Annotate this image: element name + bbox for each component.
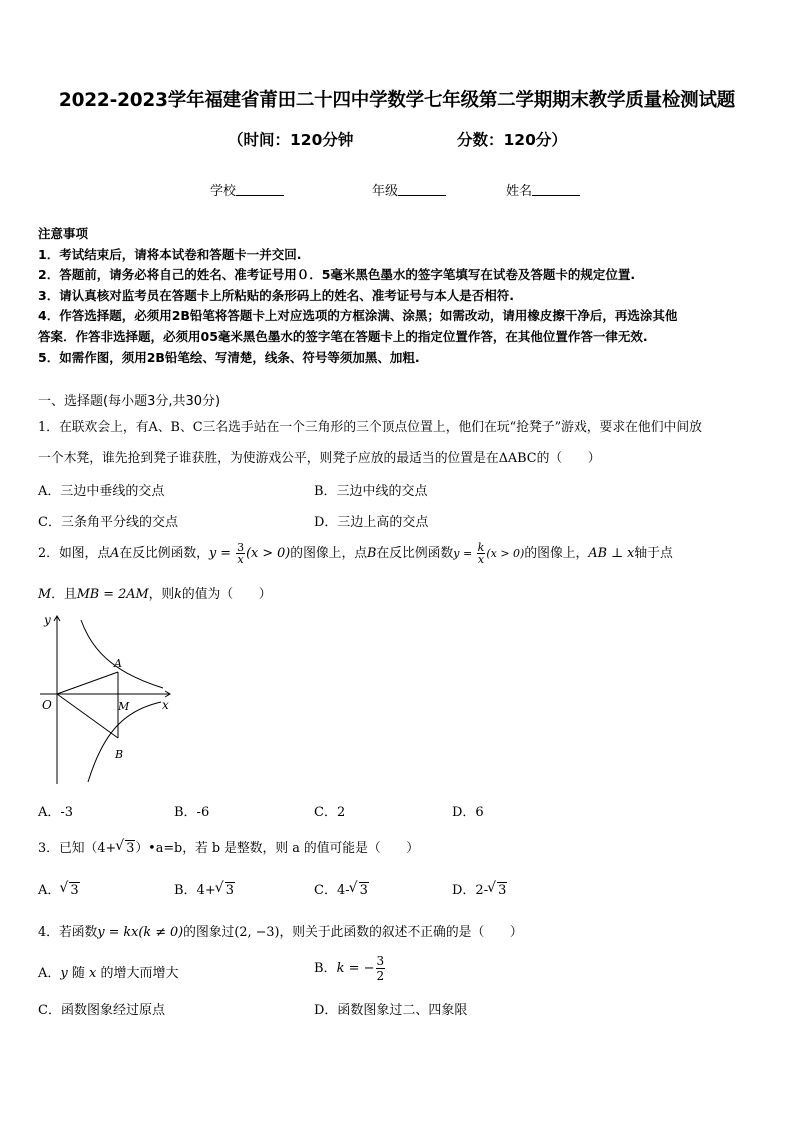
q4-option-d[interactable]: D．函数图象过二、四象限: [314, 1003, 468, 1018]
q4-option-a-label: A．: [38, 966, 61, 981]
q2-point-a: A: [110, 546, 120, 561]
q3-option-b-label: B．4+: [174, 883, 216, 898]
q2-text: 的图像上，点: [290, 546, 368, 561]
note-item: 2．答题前，请务必将自己的姓名、准考证号用０．5毫米黑色墨水的签字笔填写在试卷及答题卡的规定位置.: [38, 267, 636, 282]
question-4: [38, 921, 523, 940]
q4-option-c[interactable]: C．函数图象经过原点: [38, 1003, 165, 1018]
q4-option-a[interactable]: [38, 962, 179, 981]
q4-option-a-text2: 的增大而增大: [96, 966, 179, 981]
q2-option-a[interactable]: A．-3: [38, 805, 74, 820]
q4-text: ，则关于此函数的叙述不正确的是（ ）: [279, 925, 523, 940]
note-item: 3．请认真核对监考员在答题卡上所粘贴的条形码上的姓名、准考证号与本人是否相符.: [38, 288, 514, 303]
q1-option-a[interactable]: A．三边中垂线的交点: [38, 484, 165, 499]
q3-option-d-label: D．2-: [452, 883, 489, 898]
question-3: [38, 837, 419, 856]
q2-condition: MB = 2AM: [76, 587, 149, 602]
q3-option-a[interactable]: [38, 879, 80, 898]
q2-option-c[interactable]: C．2: [314, 805, 346, 820]
note-item: 1．考试结束后，请将本试卷和答题卡一并交回.: [38, 247, 302, 262]
q2-cond: (x > 0): [246, 546, 291, 561]
q4-text: 的图象过: [183, 925, 235, 940]
segment-ob: [57, 694, 118, 738]
notes-heading: 注意事项: [38, 226, 89, 241]
q2-fraction-k-over-x: [477, 542, 486, 565]
school-field: [210, 180, 284, 199]
q3-sqrt: √ 3: [125, 840, 135, 856]
q3-option-c-sqrt: √ 3: [359, 882, 369, 898]
q2-text: 的图像上，: [524, 546, 589, 561]
q2-perp: AB ⊥ x: [588, 546, 635, 561]
q1-option-c[interactable]: C．三条角平分线的交点: [38, 515, 178, 530]
q4-option-b-expr: k = −: [336, 961, 375, 976]
upper-hyperbola: [81, 620, 163, 688]
y-axis-label: y: [44, 613, 51, 627]
q1-option-b[interactable]: B．三边中线的交点: [314, 484, 428, 499]
q4-option-b-label: B．: [314, 961, 337, 976]
q3-option-b-sqrt: √ 3: [225, 882, 235, 898]
q2-text: ，则: [148, 587, 175, 602]
q2-frac-x: x: [477, 553, 485, 566]
note-item: 5．如需作图，须用2B铅笔绘、写清楚，线条、符号等须加黑、加粗.: [38, 350, 420, 365]
page-title: 2022-2023学年福建省莆田二十四中学数学七年级第二学期期末教学质量检测试题: [58, 90, 736, 111]
q2-fraction-3-over-x: [236, 542, 245, 565]
q2-frac-k: k: [477, 541, 485, 554]
grade-field: [372, 180, 446, 199]
q2-text: 轴于点: [634, 546, 673, 561]
q3-option-c-label: C．4-: [314, 883, 350, 898]
note-item: 4．作答选择题，必须用2B铅笔将答题卡上对应选项的方框涂满、涂黑；如需改动，请用橡皮擦干净后，再选涂其他: [38, 308, 678, 323]
q3-option-d-sqrt: √ 3: [497, 882, 507, 898]
q2-point-m: M: [38, 587, 52, 602]
q2-cond2: (x > 0): [486, 547, 525, 560]
note-item: 答案．作答非选择题，必须用05毫米黑色墨水的签字笔在答题卡上的指定位置作答，在其他位置作答一律无效.: [38, 329, 648, 344]
q3-text: ）•a=b，若 b 是整数，则 a 的值可能是（ ）: [135, 841, 420, 856]
name-field: [506, 180, 580, 199]
q2-frac-den: x: [237, 553, 244, 566]
q4-function: y = kx(k ≠ 0): [97, 925, 184, 940]
q3-option-d[interactable]: [452, 879, 507, 898]
point-b-label: B: [115, 748, 124, 761]
q2-text: ．且: [51, 587, 77, 602]
point-m-label: M: [118, 700, 130, 713]
school-label: 学校: [210, 184, 237, 199]
q2-option-b[interactable]: B．-6: [174, 805, 210, 820]
grade-label: 年级: [372, 184, 399, 199]
q3-option-a-sqrt: √ 3: [69, 882, 79, 898]
q4-var-y: y: [60, 966, 68, 981]
q2-text: 在反比例函数，: [119, 546, 209, 561]
hyperbola-figure: [36, 610, 176, 790]
q4-fraction: [376, 954, 386, 983]
q4-text: 4．若函数: [38, 925, 98, 940]
grade-blank[interactable]: [398, 183, 446, 196]
q2-frac-num: 3: [237, 541, 245, 554]
q2-text: 2．如图，点: [38, 546, 111, 561]
q2-eq: =: [216, 546, 236, 561]
q3-option-b[interactable]: [174, 879, 235, 898]
segment-oa: [57, 672, 118, 694]
question-2-line1: 2．如图，点A在反比例函数，y = $\frac{3}{x}$ (x > 0)的图像上，点B在反比例函数y = $\frac{k}{x}$ (x > 0)的图像上，AB ⊥ x轴于点: [38, 541, 673, 566]
q4-option-b[interactable]: [314, 950, 386, 988]
point-a-label: A: [114, 657, 122, 670]
q2-var-k: k: [174, 587, 182, 602]
q2-var-y: y: [208, 546, 217, 561]
time-limit: （时间：120分钟: [228, 131, 354, 149]
school-blank[interactable]: [236, 183, 284, 196]
q4-frac-den: 2: [376, 969, 385, 983]
q2-option-d[interactable]: D．6: [452, 805, 484, 820]
q3-option-c[interactable]: [314, 879, 369, 898]
question-1-line2: 一个木凳，谁先抢到凳子谁获胜，为使游戏公平，则凳子应放的最适当的位置是在ΔABC的（ ）: [38, 451, 601, 466]
section-heading: 一、选择题(每小题3分,共30分): [38, 394, 221, 409]
q1-option-d[interactable]: D．三边上高的交点: [314, 515, 429, 530]
q3-option-a-label: A．: [38, 883, 61, 898]
name-blank[interactable]: [532, 183, 580, 196]
x-axis-label: x: [162, 698, 169, 712]
score-total: 分数：120分）: [457, 131, 567, 149]
question-2-line2: [38, 583, 272, 602]
origin-label: O: [42, 698, 52, 712]
q4-frac-num: 3: [376, 954, 385, 968]
q2-text: 在反比例函数: [376, 546, 454, 561]
q4-option-a-text: 随: [67, 966, 90, 981]
lower-hyperbola: [88, 702, 161, 782]
q2-point-b: B: [367, 546, 377, 561]
q4-point: (2, −3): [234, 925, 280, 940]
question-1-line1: 1．在联欢会上，有A、B、C三名选手站在一个三角形的三个顶点位置上，他们在玩“抢凳子”游戏，要求在他们中间放: [38, 420, 702, 435]
q4-var-x: x: [89, 966, 97, 981]
q3-text: 3．已知（4+: [38, 841, 117, 856]
name-label: 姓名: [506, 184, 533, 199]
q2-text: 的值为（ ）: [181, 587, 272, 602]
